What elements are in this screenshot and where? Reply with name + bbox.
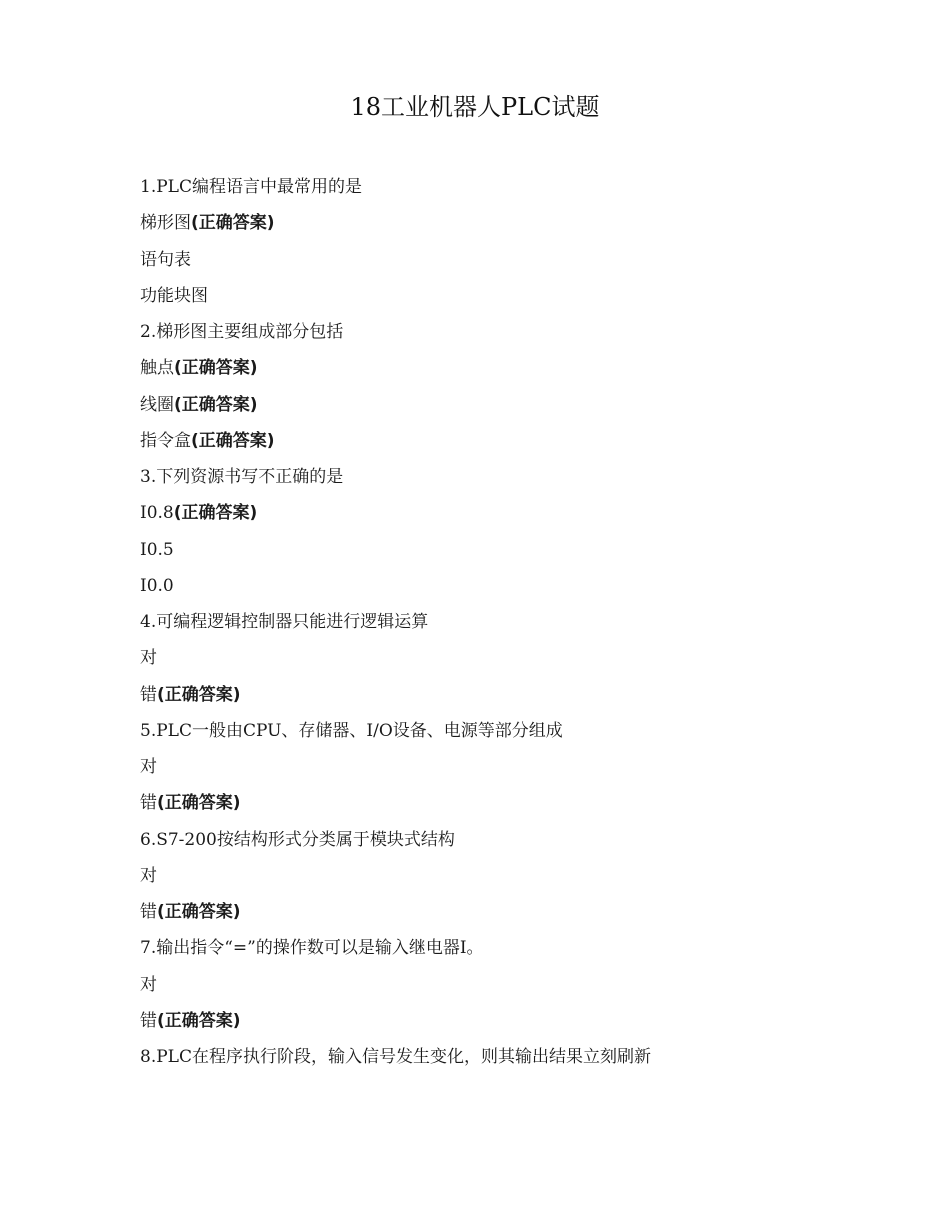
question-text: 7.输出指令“=”的操作数可以是输入继电器I。 <box>140 938 484 959</box>
answer-option <box>140 790 860 826</box>
answer-option-label: 错 <box>140 793 157 814</box>
answer-option-label: 梯形图 <box>140 213 191 234</box>
question-text: 8.PLC在程序执行阶段，输入信号发生变化，则其输出结果立刻刷新 <box>140 1047 651 1067</box>
correct-answer-mark: (正确答案) <box>157 1010 241 1031</box>
answer-option <box>140 1008 860 1044</box>
question-text: 2.梯形图主要组成部分包括 <box>140 322 344 342</box>
answer-option-label: 错 <box>140 902 157 922</box>
answer-option-label: 错 <box>140 1010 157 1031</box>
document-title: 18工业机器人PLC试题 <box>350 93 600 121</box>
answer-option-label: 语句表 <box>140 249 191 270</box>
correct-answer-mark: (正确答案) <box>174 358 258 379</box>
answer-option <box>140 355 860 391</box>
answer-option-label: 对 <box>140 757 157 777</box>
answer-option <box>140 210 860 246</box>
question-list <box>140 174 860 1080</box>
answer-option-label: I0.0 <box>140 575 174 596</box>
answer-option <box>140 863 860 899</box>
question-text: 6.S7-200按结构形式分类属于模块式结构 <box>140 829 455 850</box>
answer-option <box>140 247 860 283</box>
correct-answer-mark: (正确答案) <box>157 684 241 705</box>
question-text: 1.PLC编程语言中最常用的是 <box>140 177 362 197</box>
answer-option-label: I0.5 <box>140 539 174 560</box>
correct-answer-mark: (正确答案) <box>157 902 241 922</box>
answer-option <box>140 428 860 464</box>
answer-option-label: 对 <box>140 648 157 669</box>
correct-answer-mark: (正确答案) <box>174 394 258 415</box>
answer-option-label: I0.8 <box>140 503 174 524</box>
correct-answer-mark: (正确答案) <box>191 430 275 451</box>
answer-option <box>140 754 860 790</box>
answer-option <box>140 682 860 718</box>
answer-option <box>140 573 860 609</box>
answer-option-label: 触点 <box>140 358 174 379</box>
question-text: 4.可编程逻辑控制器只能进行逻辑运算 <box>140 612 429 632</box>
question-text: 3.下列资源书写不正确的是 <box>140 467 344 487</box>
question-text: 5.PLC一般由CPU、存储器、I/O设备、电源等部分组成 <box>140 720 563 741</box>
correct-answer-mark: (正确答案) <box>157 793 241 814</box>
answer-option-label: 功能块图 <box>140 285 208 306</box>
answer-option <box>140 500 860 536</box>
answer-option-label: 对 <box>140 865 157 886</box>
correct-answer-mark: (正确答案) <box>173 503 258 524</box>
answer-option <box>140 392 860 428</box>
correct-answer-mark: (正确答案) <box>191 213 275 234</box>
answer-option <box>140 972 860 1008</box>
answer-option <box>140 899 860 935</box>
answer-option <box>140 645 860 681</box>
answer-option <box>140 283 860 319</box>
answer-option-label: 错 <box>140 684 157 705</box>
answer-option-label: 线圈 <box>140 394 174 415</box>
answer-option-label: 对 <box>140 974 157 995</box>
answer-option <box>140 537 860 573</box>
answer-option-label: 指令盒 <box>140 430 191 451</box>
